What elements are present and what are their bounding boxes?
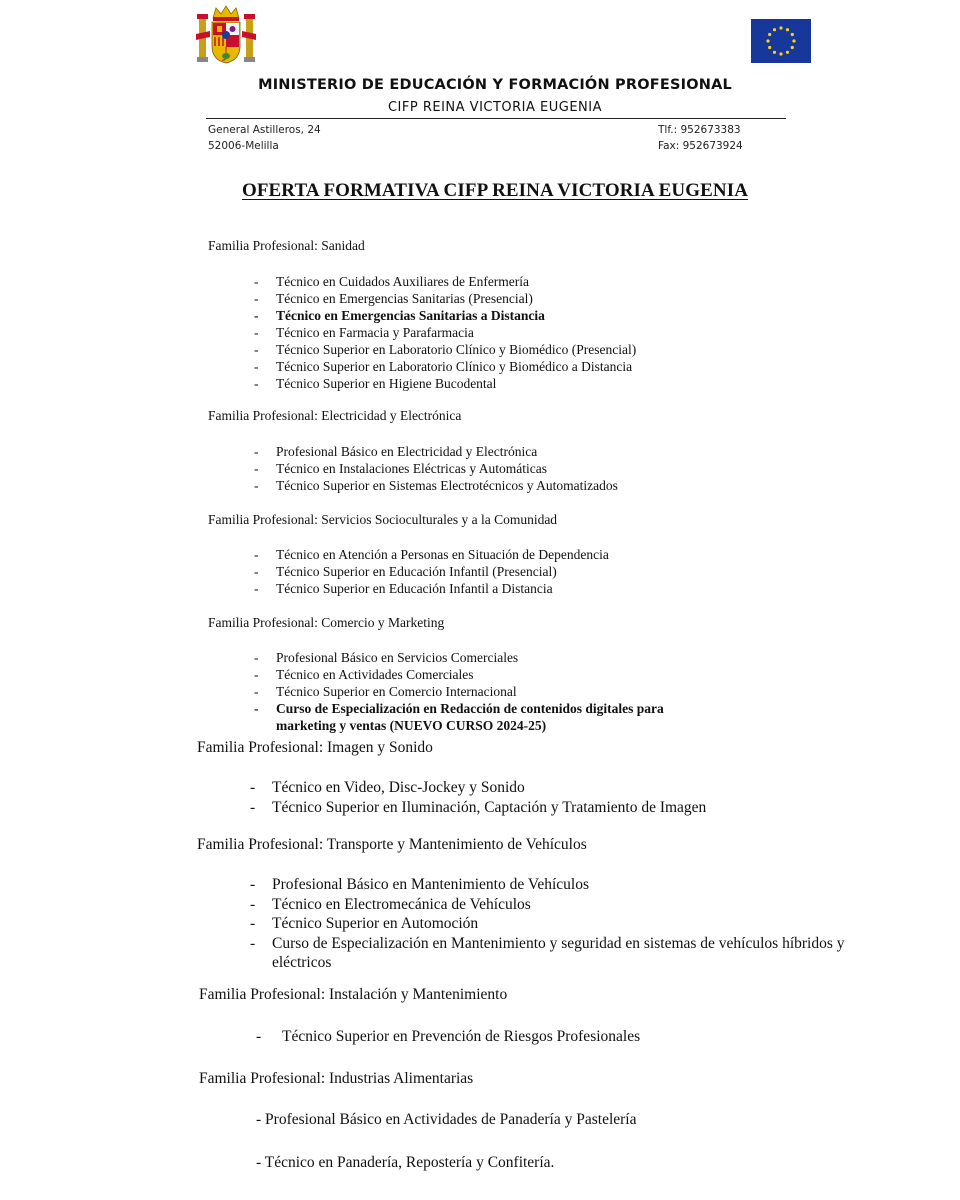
address-street: General Astilleros, 24 [208, 124, 321, 136]
bullet-dash: - [250, 934, 256, 952]
school-name: CIFP REINA VICTORIA EUGENIA [387, 100, 603, 115]
course-item: - Técnico en Panadería, Repostería y Confitería. [256, 1154, 555, 1171]
course-item: - Técnico Superior en Sistemas Electrotécnicos y Automatizados [254, 478, 618, 493]
bullet-dash: - [254, 547, 259, 562]
course-item: - Técnico Superior en Prevención de Riesgos Profesionales [256, 1028, 641, 1045]
bullet-dash: - [254, 478, 259, 493]
family-heading: Familia Profesional: Sanidad [208, 238, 365, 253]
family-heading: Familia Profesional: Imagen y Sonido [197, 739, 433, 756]
phone-number: Tlf.: 952673383 [658, 124, 741, 136]
bullet-dash: - [254, 359, 259, 374]
bullet-dash: - [254, 684, 259, 699]
contact-block [658, 122, 743, 154]
bullet-dash: - [250, 895, 256, 913]
spain-coat-of-arms-logo [196, 4, 256, 66]
family-heading: Familia Profesional: Electricidad y Electrónica [208, 408, 462, 423]
course-item: - Técnico Superior en Higiene Bucodental [254, 376, 497, 391]
family-course-list [254, 443, 618, 494]
family-heading: Familia Profesional: Industrias Alimentarias [199, 1070, 474, 1087]
fax-number: Fax: 952673924 [658, 140, 743, 152]
course-item: - Técnico Superior en Educación Infantil a Distancia [254, 581, 553, 596]
page-title: OFERTA FORMATIVA CIFP REINA VICTORIA EUGENIA [241, 180, 749, 201]
bullet-dash: - [254, 325, 259, 340]
course-item: - Profesional Básico en Electricidad y Electrónica [254, 444, 538, 459]
bullet-dash: - [254, 581, 259, 596]
header-divider [206, 118, 786, 119]
bullet-dash: - [254, 444, 259, 459]
course-item: - Técnico Superior en Laboratorio Clínico y Biomédico (Presencial) [254, 342, 637, 357]
bullet-dash: - [254, 376, 259, 391]
course-item: - Técnico en Emergencias Sanitarias (Presencial) [254, 291, 533, 306]
bullet-dash: - [254, 650, 259, 665]
address-city: 52006-Melilla [208, 140, 279, 152]
family-course-list [254, 273, 636, 392]
family-course-list [254, 649, 724, 734]
family-heading: Familia Profesional: Instalación y Mantenimiento [199, 986, 508, 1003]
address-block [208, 122, 321, 154]
course-item: - Técnico Superior en Automoción [250, 915, 479, 932]
family-heading: Familia Profesional: Comercio y Marketing [208, 615, 445, 630]
course-item: - Profesional Básico en Servicios Comerciales [254, 650, 519, 665]
bullet-dash: - [250, 798, 256, 816]
family-course-list [250, 778, 706, 817]
course-item: - Curso de Especialización en Redacción de contenidos digitales para marketing y ventas (NUEVO CURSO 2024-25) [254, 701, 664, 733]
course-item: - Técnico en Emergencias Sanitarias a Distancia [254, 308, 545, 323]
family-course-list [254, 546, 609, 597]
family-course-list [256, 1110, 637, 1130]
course-item: - Técnico en Electromecánica de Vehículos [250, 895, 531, 913]
family-course-list [250, 875, 850, 973]
bullet-dash: - [254, 291, 259, 306]
bullet-dash: - [250, 876, 256, 893]
course-item: - Técnico Superior en Comercio Internacional [254, 684, 517, 699]
bullet-dash: - [250, 779, 256, 796]
family-course-list [256, 1153, 554, 1173]
bullet-dash: - [254, 667, 259, 682]
bullet-dash: - [254, 342, 259, 357]
bullet-dash: - [256, 1028, 262, 1045]
bullet-dash: - [254, 564, 259, 579]
bullet-dash: - [250, 915, 256, 932]
course-item: - Técnico en Farmacia y Parafarmacia [254, 325, 474, 340]
bullet-dash: - [254, 308, 259, 323]
course-item: - Profesional Básico en Actividades de Panadería y Pastelería [256, 1111, 637, 1128]
course-item: - Técnico Superior en Iluminación, Captación y Tratamiento de Imagen [250, 798, 707, 816]
course-item: - Técnico Superior en Educación Infantil (Presencial) [254, 564, 557, 579]
course-item: - Técnico en Cuidados Auxiliares de Enfermería [254, 274, 530, 289]
ministry-name: MINISTERIO DE EDUCACIÓN Y FORMACIÓN PROFESIONAL [258, 77, 732, 93]
course-item: - Técnico en Video, Disc-Jockey y Sonido [250, 779, 525, 796]
family-course-list [256, 1027, 640, 1047]
course-item: - Curso de Especialización en Mantenimiento y seguridad en sistemas de vehículos híbridos y eléctricos [250, 934, 845, 971]
bullet-dash: - [254, 461, 259, 476]
family-heading: Familia Profesional: Transporte y Mantenimiento de Vehículos [197, 836, 587, 853]
bullet-dash: - [254, 274, 259, 289]
family-heading: Familia Profesional: Servicios Socioculturales y a la Comunidad [208, 512, 558, 527]
course-item: - Técnico en Instalaciones Eléctricas y Automáticas [254, 461, 548, 476]
bullet-dash: - [254, 701, 259, 716]
course-item: - Profesional Básico en Mantenimiento de Vehículos [250, 876, 589, 893]
course-item: - Técnico en Atención a Personas en Situación de Dependencia [254, 547, 609, 562]
course-item: - Técnico en Actividades Comerciales [254, 667, 474, 682]
eu-flag-logo [751, 19, 811, 63]
course-item: - Técnico Superior en Laboratorio Clínico y Biomédico a Distancia [254, 359, 633, 374]
